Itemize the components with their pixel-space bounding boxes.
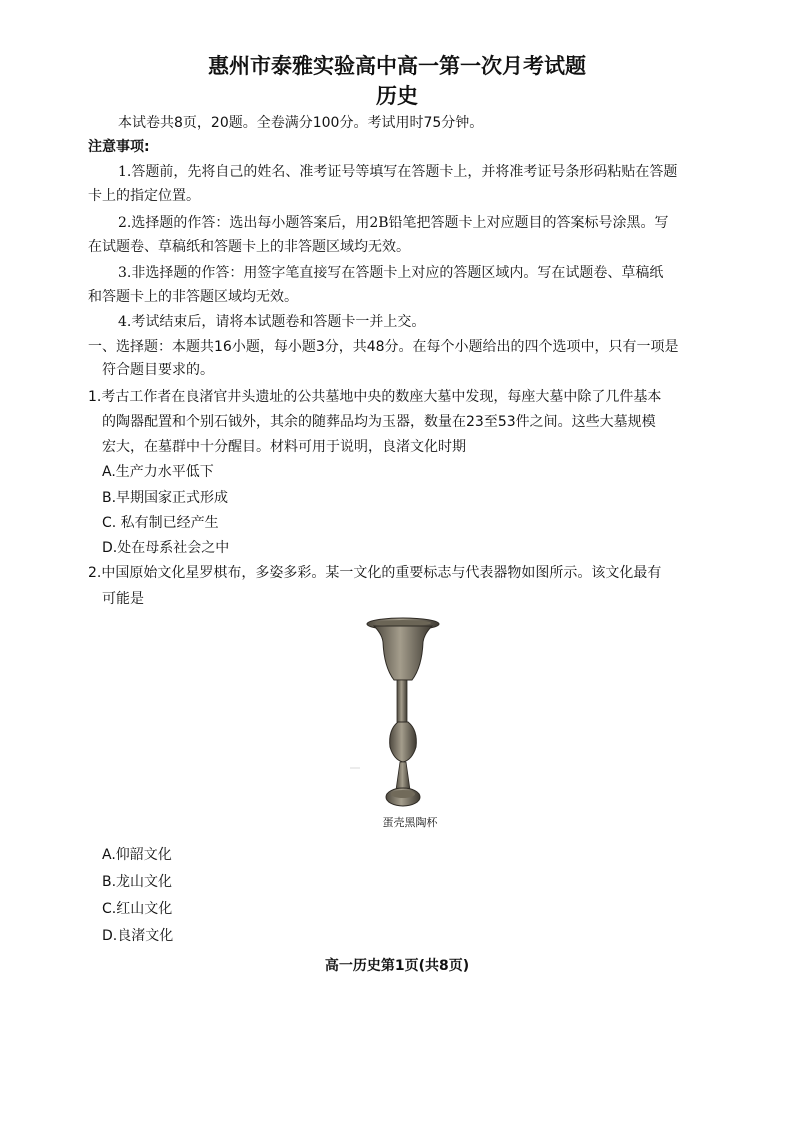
section-1-heading-cont: 符合题目要求的。 [102, 362, 214, 378]
q2-option-a: A.仰韶文化 [102, 847, 172, 863]
note-1-line-1: 1.答题前，先将自己的姓名、准考证号等填写在答题卡上，并将准考证号条形码粘贴在答题 [118, 164, 678, 180]
notes-heading: 注意事项: [88, 139, 150, 155]
note-2-line-1: 2.选择题的作答：选出每小题答案后，用2B铅笔把答题卡上对应题目的答案标号涂黑。写 [118, 215, 669, 231]
note-3-line-1: 3.非选择题的作答：用签字笔直接写在答题卡上对应的答题区域内。写在试题卷、草稿纸 [118, 265, 664, 281]
q1-option-d: D.处在母系社会之中 [102, 540, 230, 556]
eggshell-black-pottery-cup-image [350, 612, 460, 817]
note-4: 4.考试结束后，请将本试题卷和答题卡一并上交。 [118, 314, 426, 330]
q1-option-c: C. 私有制已经产生 [102, 515, 219, 531]
subject-title: 历史 [376, 84, 418, 108]
section-1-heading: 一、选择题：本题共16小题，每小题3分，共48分。在每个小题给出的四个选项中，只有一项是 [88, 339, 679, 355]
page-footer: 高一历史第1页(共8页) [324, 958, 470, 974]
q2-option-b: B.龙山文化 [102, 874, 173, 890]
q2-option-c: C.红山文化 [102, 901, 173, 917]
note-1-line-2: 卡上的指定位置。 [88, 188, 200, 204]
q2-option-d: D.良渚文化 [102, 928, 174, 944]
question-1-line-2: 的陶器配置和个别石钺外，其余的随葬品均为玉器，数量在23至53件之间。这些大墓规模 [102, 414, 656, 430]
note-3-line-2: 和答题卡上的非答题区域均无效。 [88, 289, 298, 305]
question-1-line-1: 1.考古工作者在良渚官井头遗址的公共墓地中央的数座大墓中发现，每座大墓中除了几件基本 [88, 389, 662, 405]
question-2-line-1: 2.中国原始文化星罗棋布，多姿多彩。某一文化的重要标志与代表器物如图所示。该文化最有 [88, 565, 662, 581]
q1-option-a: A.生产力水平低下 [102, 464, 214, 480]
exam-summary: 本试卷共8页，20题。全卷满分100分。考试用时75分钟。 [118, 115, 484, 131]
question-1-line-3: 宏大，在墓群中十分醒目。材料可用于说明，良渚文化时期 [102, 439, 466, 455]
figure-caption: 蛋壳黑陶杯 [382, 816, 438, 829]
q1-option-b: B.早期国家正式形成 [102, 490, 229, 506]
exam-title: 惠州市泰雅实验高中高一第一次月考试题 [208, 54, 586, 78]
question-2-line-2: 可能是 [102, 591, 144, 607]
note-2-line-2: 在试题卷、草稿纸和答题卡上的非答题区域均无效。 [88, 239, 410, 255]
